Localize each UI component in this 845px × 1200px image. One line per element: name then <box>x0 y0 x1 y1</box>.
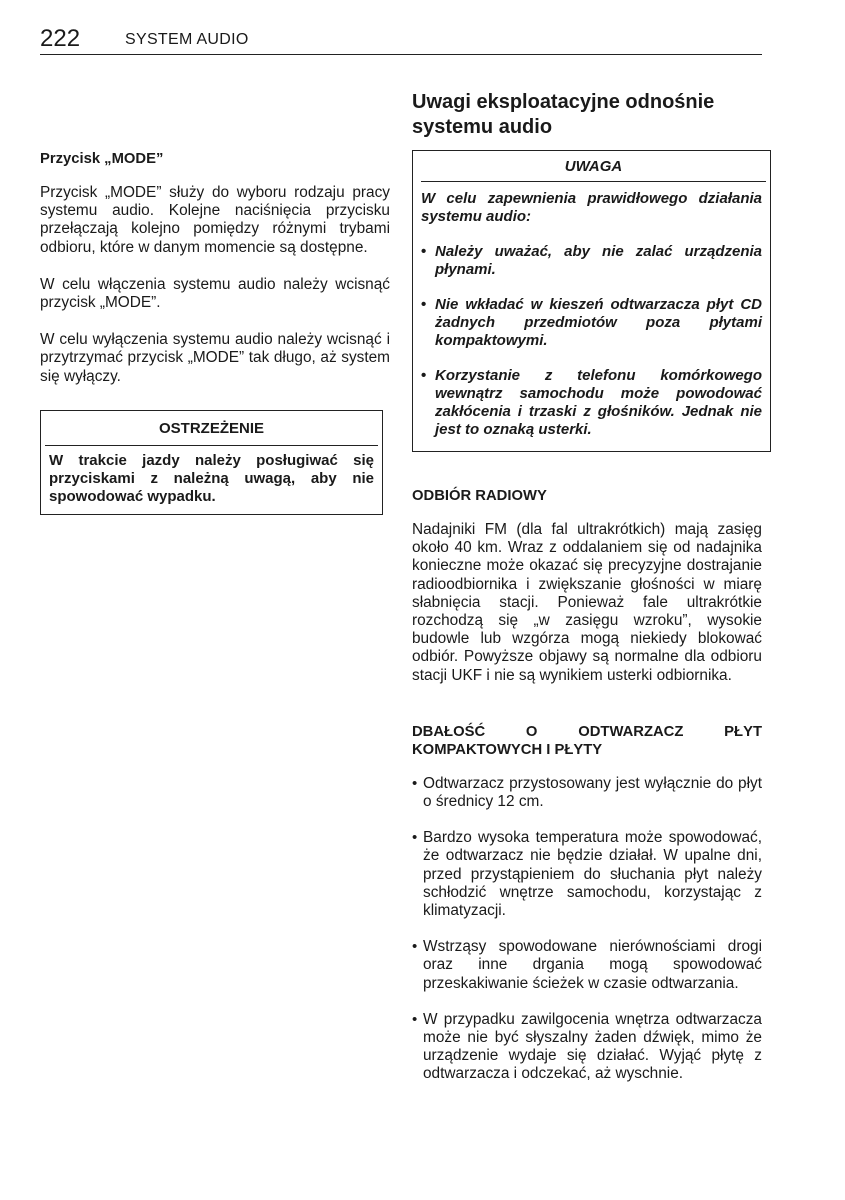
cd-care-heading: DBAŁOŚĆ O ODTWARZACZ PŁYT KOMPAKTOWYCH I PŁYTY <box>412 723 762 758</box>
page-header <box>40 26 762 55</box>
list-item <box>412 1011 762 1084</box>
warning-title: OSTRZEŻENIE <box>45 411 378 446</box>
note-bullet <box>421 296 762 350</box>
list-item-text: Odtwarzacz przystosowany jest wyłącznie do płyt o średnicy 12 cm. <box>423 774 762 811</box>
section-title: SYSTEM AUDIO <box>125 31 249 48</box>
note-intro: W celu zapewnienia prawidłowego działania systemu audio: <box>421 190 762 225</box>
radio-heading: ODBIÓR RADIOWY <box>412 488 547 504</box>
list-item-text: W przypadku zawilgocenia wnętrza odtwarzacza może nie być słyszalny żaden dźwięk, mimo że urządzenie wydaje się działać. Wyjąć płytę z odtwarzacza i odczekać, aż wyschnie. <box>423 1010 762 1083</box>
warning-box <box>40 410 383 515</box>
note-box <box>412 150 771 452</box>
list-item <box>412 938 762 993</box>
section-heading: Uwagi eksploatacyjne odnośnie systemu audio <box>412 91 715 138</box>
bullet-dot: • <box>412 938 418 956</box>
radio-paragraph: Nadajniki FM (dla fal ultrakrótkich) mają zasięg około 40 km. Wraz z oddalaniem się od nadajnika konieczne może okazać się precyzyjne dostrajanie radioodbiornika i zwiększanie głośności w miarę słabnięcia stacji. Ponieważ fale ultrakrótkie rozchodzą się „w zasięgu wzroku”, wysokie budowle lub wzgórza mogą niekiedy blokować odbiór. Powyższe objawy są normalne dla odbioru stacji UKF i nie są wynikiem usterki odbiornika. <box>412 521 762 684</box>
mode-paragraph-2: W celu włączenia systemu audio należy wcisnąć przycisk „MODE”. <box>40 275 390 312</box>
right-column <box>412 90 762 1084</box>
left-column <box>40 150 390 515</box>
note-bullet-text: Nie wkładać w kieszeń odtwarzacza płyt CD żadnych przedmiotów poza płytami kompaktowymi. <box>435 296 762 349</box>
mode-paragraph-3: W celu wyłączenia systemu audio należy wcisnąć i przytrzymać przycisk „MODE” tak długo, aż system się wyłączy. <box>40 331 390 385</box>
bullet-dot: • <box>412 774 418 792</box>
bullet-dot: • <box>421 367 427 384</box>
note-title: UWAGA <box>421 158 766 182</box>
note-bullet-text: Korzystanie z telefonu komórkowego wewnątrz samochodu może powodować zakłócenia i trzaski z głośników. Jednak nie jest to oznaką usterki. <box>435 367 762 438</box>
note-bullet <box>421 243 762 279</box>
mode-paragraph-1: Przycisk „MODE” służy do wyboru rodzaju pracy systemu audio. Kolejne naciśnięcia przycisku przełączają kolejno pomiędzy różnymi trybami odbioru, które w danym momencie są dostępne. <box>40 184 390 256</box>
list-item <box>412 775 762 811</box>
warning-text: W trakcie jazdy należy posługiwać się przyciskami z należną uwagą, aby nie spowodować wypadku. <box>49 451 374 505</box>
list-item <box>412 829 762 920</box>
bullet-dot: • <box>421 243 427 260</box>
note-bullet-text: Należy uważać, aby nie zalać urządzenia płynami. <box>435 243 762 278</box>
bullet-dot: • <box>412 829 418 847</box>
list-item-text: Wstrząsy spowodowane nierównościami drogi oraz inne drgania mogą spowodować przeskakiwanie ścieżek w czasie odtwarzania. <box>423 938 762 992</box>
mode-heading: Przycisk „MODE” <box>40 151 164 167</box>
list-item-text: Bardzo wysoka temperatura może spowodować, że odtwarzacz nie będzie działał. W upalne dni, przed przystąpieniem do słuchania płyt należy schłodzić wnętrze samochodu, korzystając z klimatyzacji. <box>423 829 762 920</box>
bullet-dot: • <box>421 296 427 313</box>
bullet-dot: • <box>412 1010 418 1028</box>
note-bullet <box>421 367 762 439</box>
page-number: 222 <box>40 25 81 52</box>
